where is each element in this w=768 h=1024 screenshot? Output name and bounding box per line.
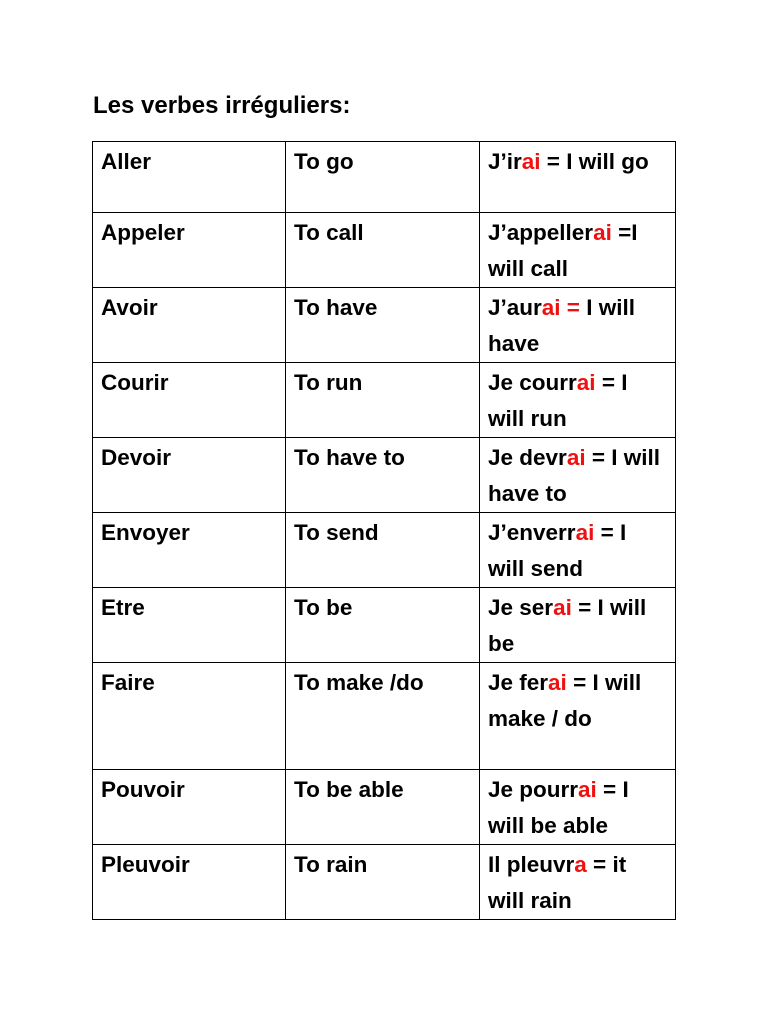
future-cell <box>480 288 676 363</box>
verb-cell: Aller <box>93 142 286 213</box>
future-cell <box>480 513 676 588</box>
future-translation: = I will go <box>540 149 649 174</box>
future-cell <box>480 663 676 770</box>
future-stem: J’appeller <box>488 220 594 245</box>
verb-cell: Courir <box>93 363 286 438</box>
english-cell: To have <box>286 288 480 363</box>
english-cell: To run <box>286 363 480 438</box>
table-row <box>93 363 676 438</box>
future-stem: Il pleuvr <box>488 852 575 877</box>
table-row <box>93 142 676 213</box>
future-ending: ai <box>548 670 567 695</box>
table-row <box>93 663 676 770</box>
english-cell: To rain <box>286 845 480 920</box>
table-row <box>93 588 676 663</box>
future-translation: = it will rain <box>488 852 627 913</box>
future-stem: J’ir <box>488 149 522 174</box>
future-translation: = I will be able <box>488 777 629 838</box>
table-row <box>93 513 676 588</box>
future-translation: = I will be <box>488 595 647 656</box>
english-cell: To be able <box>286 770 480 845</box>
verb-cell: Etre <box>93 588 286 663</box>
table-row <box>93 438 676 513</box>
verb-cell: Envoyer <box>93 513 286 588</box>
future-cell <box>480 142 676 213</box>
future-translation: =I will call <box>488 220 638 281</box>
future-stem: Je fer <box>488 670 549 695</box>
irregular-verbs-table <box>92 141 676 920</box>
future-ending: ai <box>593 220 612 245</box>
english-cell: To be <box>286 588 480 663</box>
verb-cell: Pouvoir <box>93 770 286 845</box>
verb-cell: Appeler <box>93 213 286 288</box>
english-cell: To go <box>286 142 480 213</box>
verb-cell: Faire <box>93 663 286 770</box>
verb-cell: Devoir <box>93 438 286 513</box>
future-stem: Je courr <box>488 370 577 395</box>
table-row <box>93 845 676 920</box>
future-ending: a <box>574 852 587 877</box>
future-cell <box>480 845 676 920</box>
future-ending: ai <box>575 520 595 545</box>
future-cell <box>480 213 676 288</box>
future-translation: = I will make / do <box>488 670 642 731</box>
future-stem: J’enverr <box>488 520 576 545</box>
table-row <box>93 288 676 363</box>
table-row <box>93 213 676 288</box>
future-ending: ai <box>566 445 586 470</box>
future-translation: = I will have to <box>488 445 660 506</box>
english-cell: To have to <box>286 438 480 513</box>
verb-cell: Pleuvoir <box>93 845 286 920</box>
future-ending: ai <box>576 370 596 395</box>
english-cell: To call <box>286 213 480 288</box>
english-cell: To send <box>286 513 480 588</box>
future-translation: = I will run <box>488 370 628 431</box>
future-ending: ai = <box>541 295 580 320</box>
future-stem: Je pourr <box>488 777 579 802</box>
future-ending: ai <box>553 595 572 620</box>
future-cell <box>480 588 676 663</box>
future-translation: = I will send <box>488 520 627 581</box>
future-ending: ai <box>521 149 541 174</box>
future-stem: Je devr <box>488 445 567 470</box>
page-title: Les verbes irréguliers: <box>93 92 351 119</box>
future-cell <box>480 770 676 845</box>
future-cell <box>480 438 676 513</box>
verb-cell: Avoir <box>93 288 286 363</box>
table-row <box>93 770 676 845</box>
future-ending: ai <box>578 777 597 802</box>
future-cell <box>480 363 676 438</box>
future-stem: Je ser <box>488 595 554 620</box>
future-translation: I will have <box>488 295 635 356</box>
future-stem: J’aur <box>488 295 542 320</box>
english-cell: To make /do <box>286 663 480 770</box>
